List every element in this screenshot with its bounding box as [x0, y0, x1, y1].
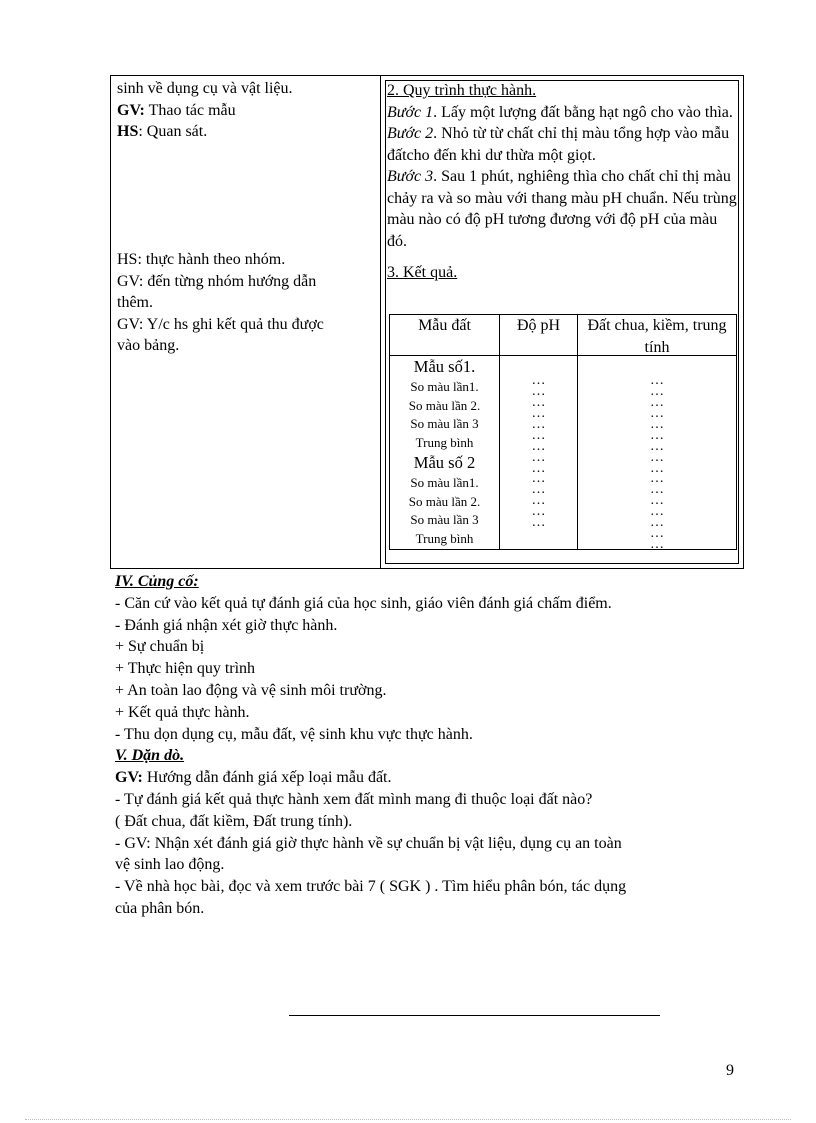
homework-line: - Tự đánh giá kết quả thực hành xem đất mình mang đi thuộc loại đất nào?	[115, 790, 593, 808]
homework-line: vệ sinh lao động.	[115, 856, 225, 874]
soil-type-cell: …	[650, 493, 664, 509]
left-line-text: Thao tác mẫu	[144, 101, 236, 119]
sample-row-label: Trung bình	[415, 530, 474, 546]
ph-cell: …	[531, 427, 546, 443]
homework-line: ( Đất chua, đất kiềm, Đất trung tính).	[115, 812, 353, 830]
summary-line: + Kết quả thực hành.	[115, 703, 250, 721]
section-4-title: IV. Củng cố:	[115, 573, 199, 590]
header-label: Độ pH	[516, 317, 561, 334]
left-line-text: sinh về dụng cụ và vật liệu.	[117, 80, 293, 97]
lesson-table	[110, 75, 744, 569]
homework-line	[115, 767, 755, 789]
step-label: Bước 3	[387, 168, 434, 185]
step-2	[387, 123, 737, 166]
soil-type-cell: …	[650, 526, 664, 542]
step-label: Bước 2	[387, 125, 434, 142]
gv-text: Hướng dẫn đánh giá xếp loại mẫu đất.	[142, 769, 392, 787]
homework-line: của phân bón.	[115, 899, 205, 917]
section-3-title: 3. Kết quả.	[387, 264, 458, 281]
ph-cell: …	[531, 471, 546, 487]
left-line-text: : Quan sát.	[138, 123, 208, 140]
soil-type-cell: …	[650, 405, 664, 421]
ph-cell: …	[531, 438, 546, 454]
header-label: Mẫu đất	[418, 317, 471, 334]
summary-line: + Sự chuẩn bị	[115, 638, 205, 656]
footer-dotted-line	[25, 1119, 791, 1120]
procedure-text	[387, 80, 737, 284]
page-number: 9	[726, 1062, 734, 1079]
end-rule	[289, 1015, 660, 1016]
left-line: GV: đến từng nhóm hướng dẫn	[117, 272, 317, 290]
soil-type-cell: …	[650, 482, 664, 498]
step-label: Bước 1	[387, 103, 434, 121]
header-sample	[390, 315, 500, 356]
summary-line: - Căn cứ vào kết quả tự đánh giá của học sinh, giáo viên đánh giá chấm điểm.	[115, 594, 612, 612]
soil-type-column	[578, 356, 736, 553]
header-label: Đất chua, kiềm, trung tính	[587, 317, 727, 356]
sample-row-label: So màu lần 3	[410, 416, 479, 431]
left-line	[117, 100, 379, 122]
ph-cell: …	[531, 394, 546, 410]
left-line	[117, 78, 379, 100]
ph-cell: …	[531, 449, 546, 465]
left-line	[117, 121, 379, 143]
content-column	[381, 76, 743, 568]
soil-type-cell: …	[650, 471, 664, 487]
soil-type-cell: …	[650, 449, 664, 465]
sample-group-title: Mẫu số1.	[413, 357, 476, 376]
soil-type-cell: …	[650, 416, 664, 432]
soil-type-cell: …	[650, 537, 664, 553]
step-text: . Nhỏ từ từ chất chỉ thị màu tổng hợp vào mẫu đấtcho đến khi dư thừa một giọt.	[387, 125, 730, 164]
lesson-summary	[115, 571, 755, 920]
ph-cell: …	[531, 504, 546, 520]
soil-type-cell: …	[650, 515, 664, 531]
ph-cell: …	[531, 405, 546, 421]
teacher-activity-column	[111, 76, 381, 568]
sample-column	[390, 356, 500, 549]
ph-cell: …	[531, 515, 546, 531]
step-text: . Lấy một lượng đất bằng hạt ngô cho vào thìa.	[433, 103, 733, 121]
section-5-title: V. Dặn dò.	[115, 747, 185, 765]
gv-label: GV:	[115, 769, 143, 787]
step-1	[387, 102, 737, 124]
ph-cell: …	[531, 493, 546, 509]
ph-cell: …	[531, 460, 546, 476]
soil-type-cell: …	[650, 460, 664, 476]
left-line: GV: Y/c hs ghi kết quả thu được	[117, 315, 324, 333]
summary-line: + An toàn lao động và vệ sinh môi trường.	[115, 681, 387, 699]
homework-line: - GV: Nhận xét đánh giá giờ thực hành về sự chuẩn bị vật liệu, dụng cụ an toàn	[115, 834, 622, 852]
soil-type-cell: …	[650, 504, 664, 520]
section-2-title: 2. Quy trình thực hành.	[387, 82, 537, 99]
ph-cell: …	[531, 482, 546, 498]
sample-row-label: So màu lần 2.	[408, 397, 481, 413]
left-line: thêm.	[117, 294, 153, 311]
header-soil-type	[578, 315, 736, 356]
left-line-bold: HS	[117, 123, 139, 140]
soil-type-cell: …	[650, 383, 664, 399]
left-line: HS: thực hành theo nhóm.	[117, 251, 286, 268]
soil-type-cell: …	[650, 394, 664, 410]
homework-line: - Về nhà học bài, đọc và xem trước bài 7 ( SGK ) . Tìm hiểu phân bón, tác dụng	[115, 878, 627, 896]
summary-line: + Thực hiện quy trình	[115, 660, 256, 678]
summary-line: - Thu dọn dụng cụ, mẫu đất, vệ sinh khu vực thực hành.	[115, 725, 473, 743]
left-top-text	[117, 78, 379, 143]
sample-group-title: Mẫu số 2	[413, 453, 476, 472]
soil-type-cell: …	[650, 438, 664, 454]
soil-type-cell: …	[650, 427, 664, 443]
ph-cell: …	[531, 416, 546, 432]
sample-row-label: Trung bình	[415, 434, 474, 450]
left-line: vào bảng.	[117, 337, 180, 354]
sample-row-label: So màu lần1.	[410, 475, 479, 490]
ph-cell: …	[531, 383, 546, 399]
header-ph	[500, 315, 578, 356]
ph-cell: …	[531, 373, 546, 388]
result-table	[389, 314, 737, 553]
soil-type-cell: …	[650, 373, 664, 388]
ph-column	[500, 356, 578, 549]
sample-row-label: So màu lần1.	[410, 379, 479, 394]
step-3	[387, 166, 737, 252]
step-text: . Sau 1 phút, nghiêng thìa cho chất chỉ thị màu chảy ra và so màu với thang màu pH chuẩn. Nếu trùng màu nào có độ pH tương đương với độ pH của màu đó.	[387, 168, 737, 250]
sample-row-label: So màu lần 3	[410, 512, 479, 527]
left-line-bold: GV:	[117, 101, 145, 119]
sample-row-label: So màu lần 2.	[408, 493, 481, 509]
summary-line: - Đánh giá nhận xét giờ thực hành.	[115, 616, 338, 634]
left-lower-text	[117, 249, 379, 357]
